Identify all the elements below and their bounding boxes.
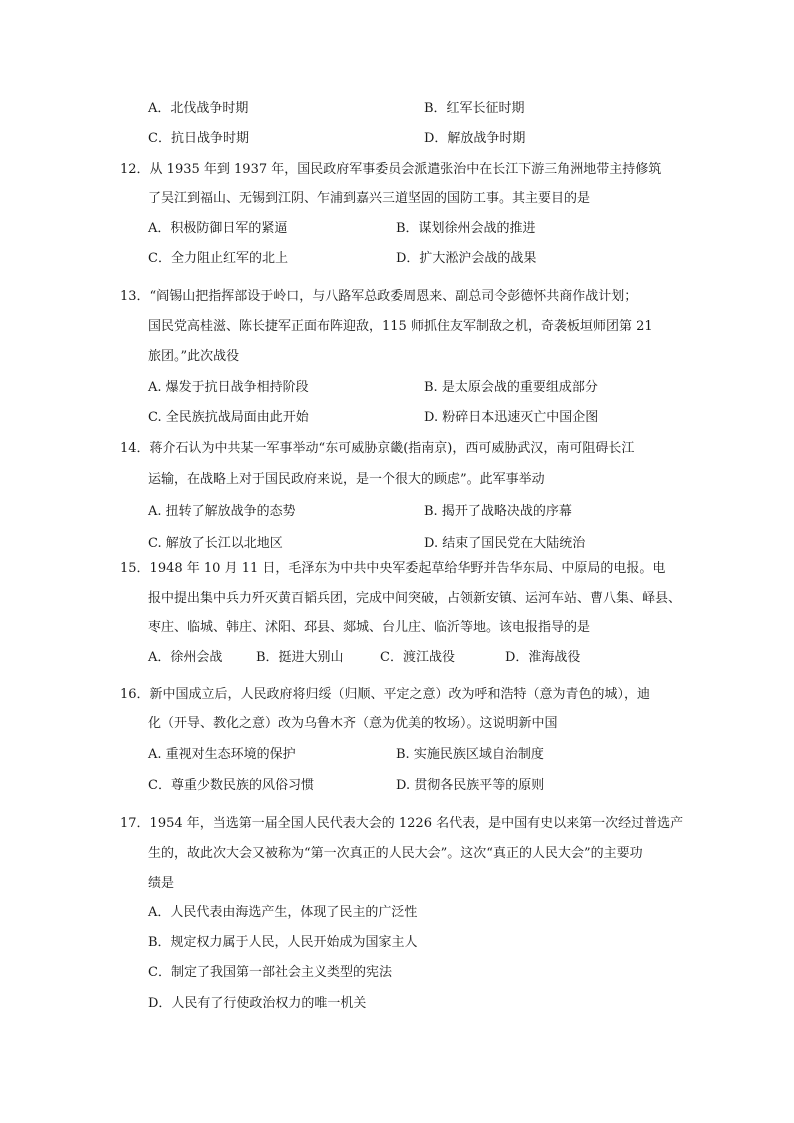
q11-option-c: C．抗日战争时期 xyxy=(148,131,249,146)
q14-option-b: B. 揭开了战略决战的序幕 xyxy=(424,504,572,519)
q16-option-b: B. 实施民族区域自治制度 xyxy=(396,747,544,762)
q13-stem-line-3: 旅团。”此次战役 xyxy=(148,349,240,364)
q14-option-d: D. 结束了国民党在大陆统治 xyxy=(424,536,586,551)
q15-option-b: B．挺进大别山 xyxy=(256,650,344,665)
q11-option-b: B．红军长征时期 xyxy=(424,101,525,116)
q14-stem-line-2: 运输，在战略上对于国民政府来说，是一个很大的顾虑”。此军事举动 xyxy=(148,472,545,487)
q15-option-a: A．徐州会战 xyxy=(148,650,223,665)
q17-stem-line-1: 17．1954 年，当选第一届全国人民代表大会的 1226 名代表，是中国有史以来第一次经过普选产 xyxy=(120,816,684,831)
q13-option-c: C. 全民族抗战局面由此开始 xyxy=(148,410,309,425)
q12-stem-line-1: 12．从 1935 年到 1937 年，国民政府军事委员会派遣张治中在长江下游三角洲地带主持修筑 xyxy=(120,162,662,177)
q16-stem-line-2: 化（开导、教化之意）改为乌鲁木齐（意为优美的牧场）。这说明新中国 xyxy=(148,716,558,731)
q13-option-b: B. 是太原会战的重要组成部分 xyxy=(424,380,598,395)
q12-option-b: B．谋划徐州会战的推进 xyxy=(396,221,536,236)
q15-stem-line-2: 报中提出集中兵力歼灭黄百韬兵团，完成中间突破，占领新安镇、运河车站、曹八集、峄县、 xyxy=(148,591,682,606)
q17-option-c: C．制定了我国第一部社会主义类型的宪法 xyxy=(148,965,392,980)
q11-option-a: A．北伐战争时期 xyxy=(148,101,249,116)
q15-option-d: D．淮海战役 xyxy=(505,650,581,665)
q16-option-c: C．尊重少数民族的风俗习惯 xyxy=(148,778,314,793)
q14-option-c: C. 解放了长江以北地区 xyxy=(148,536,283,551)
q12-option-d: D．扩大淞沪会战的战果 xyxy=(396,251,537,266)
q14-stem-line-1: 14．蒋介石认为中共某一军事举动“东可威胁京畿(指南京)，西可威胁武汉，南可阻碍长江 xyxy=(120,441,635,456)
q13-option-d: D. 粉碎日本迅速灭亡中国企图 xyxy=(424,410,599,425)
q17-option-a: A．人民代表由海选产生，体现了民主的广泛性 xyxy=(148,905,418,920)
q16-stem-line-1: 16．新中国成立后，人民政府将归绥（归顺、平定之意）改为呼和浩特（意为青色的城），迪 xyxy=(120,687,651,702)
q11-option-d: D．解放战争时期 xyxy=(424,131,526,146)
q13-stem-line-1: 13．“阎锡山把指挥部设于岭口，与八路军总政委周恩来、副总司令彭德怀共商作战计划； xyxy=(120,289,638,304)
q15-stem-line-3: 枣庄、临城、韩庄、沭阳、邳县、郯城、台儿庄、临沂等地。该电报指导的是 xyxy=(148,620,591,635)
q16-option-a: A. 重视对生态环境的保护 xyxy=(148,747,296,762)
q13-option-a: A. 爆发于抗日战争相持阶段 xyxy=(148,380,309,395)
q17-option-b: B．规定权力属于人民，人民开始成为国家主人 xyxy=(148,935,418,950)
q15-option-c: C．渡江战役 xyxy=(380,650,455,665)
q17-stem-line-3: 绩是 xyxy=(148,876,175,891)
q12-option-a: A．积极防御日军的紧逼 xyxy=(148,221,288,236)
q17-stem-line-2: 生的，故此次大会又被称为“第一次真正的人民大会”。这次“真正的人民大会”的主要功 xyxy=(148,846,643,861)
q12-option-c: C．全力阻止红军的北上 xyxy=(148,251,288,266)
q14-option-a: A. 扭转了解放战争的态势 xyxy=(148,504,296,519)
q13-stem-line-2: 国民党高桂滋、陈长捷军正面布阵迎敌，115 师抓住友军制敌之机，奇袭板垣师团第 21 xyxy=(148,319,653,334)
q16-option-d: D. 贯彻各民族平等的原则 xyxy=(396,778,545,793)
q17-option-d: D．人民有了行使政治权力的唯一机关 xyxy=(148,996,367,1011)
q15-stem-line-1: 15．1948 年 10 月 11 日，毛泽东为中共中央军委起草给华野并告华东局、中原局的电报。电 xyxy=(120,561,666,576)
q12-stem-line-2: 了吴江到福山、无锡到江阴、乍浦到嘉兴三道坚固的国防工事。其主要目的是 xyxy=(148,191,591,206)
